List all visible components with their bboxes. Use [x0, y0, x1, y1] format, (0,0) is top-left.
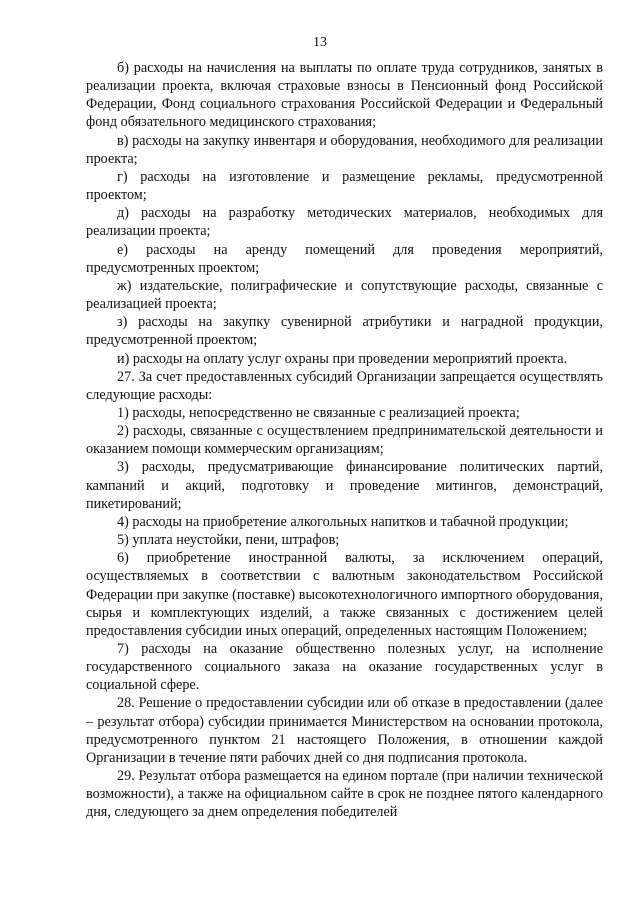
- paragraph-27-5: 5) уплата неустойки, пени, штрафов;: [117, 532, 340, 549]
- paragraph-z: з) расходы на закупку сувенирной атрибутики и наградной продукции, предусмотренной проектом;: [86, 314, 603, 349]
- paragraph-27-7: 7) расходы на оказание общественно полезных услуг, на исполнение государственного социального заказа на оказание государственных услуг в социальной сфере.: [86, 641, 603, 694]
- paragraph-zh: ж) издательские, полиграфические и сопутствующие расходы, связанные с реализацией проекта;: [86, 277, 603, 313]
- paragraph-g: г) расходы на изготовление и размещение рекламы, предусмотренной проектом;: [86, 168, 603, 204]
- paragraph-27-1: 1) расходы, непосредственно не связанные с реализацией проекта;: [117, 404, 520, 421]
- paragraph-e: е) расходы на аренду помещений для проведения мероприятий, предусмотренных проектом;: [86, 241, 603, 276]
- paragraph-29: 29. Результат отбора размещается на едином портале (при наличии технической возможности), а также на официальном сайте в срок не позднее пятого календарного дня, следующего за днем определения победителей: [86, 768, 603, 821]
- paragraph-i: и) расходы на оплату услуг охраны при проведении мероприятий проекта.: [117, 350, 568, 367]
- paragraph-27-3: 3) расходы, предусматривающие финансирование политических партий, кампаний и акций, подготовку и проведение митингов, демонстраций, пикетирований;: [86, 459, 603, 512]
- paragraph-27: 27. За счет предоставленных субсидий Организации запрещается осуществлять следующие расходы:: [86, 368, 603, 403]
- paragraph-v: в) расходы на закупку инвентаря и оборудования, необходимого для реализации проекта;: [86, 132, 603, 167]
- paragraph-b: б) расходы на начисления на выплаты по оплате труда сотрудников, занятых в реализации проекта, включая страховые взносы в Пенсионный фонд Российской Федерации, Фонд социального страхования Российской Федерации и Федеральный фонд обязательного медицинского страхования;: [86, 60, 603, 131]
- paragraph-27-6: 6) приобретение иностранной валюты, за исключением операций, осуществляемых в соответствии с валютным законодательством Российской Федерации при закупке (поставке) высокотехнологичного импортного оборудования, сырья и комплектующих изделий, а также связанных с достижением целей предоставления субсидии иных операций, определенных настоящим Положением;: [86, 550, 603, 639]
- paragraph-27-2: 2) расходы, связанные с осуществлением предпринимательской деятельности и оказанием помощи коммерческим организациям;: [86, 423, 603, 458]
- page-number: 13: [313, 35, 327, 50]
- paragraph-27-4: 4) расходы на приобретение алкогольных напитков и табачной продукции;: [117, 513, 569, 530]
- paragraph-d: д) расходы на разработку методических материалов, необходимых для реализации проекта;: [86, 205, 603, 240]
- document-body: [86, 59, 603, 822]
- paragraph-28: 28. Решение о предоставлении субсидии или об отказе в предоставлении (далее – результат отбора) субсидии принимается Министерством на основании протокола, предусмотренного пунктом 21 настоящего Положения, в отношении каждой Организации в течение пяти рабочих дней со дня подписания протокола.: [86, 695, 603, 766]
